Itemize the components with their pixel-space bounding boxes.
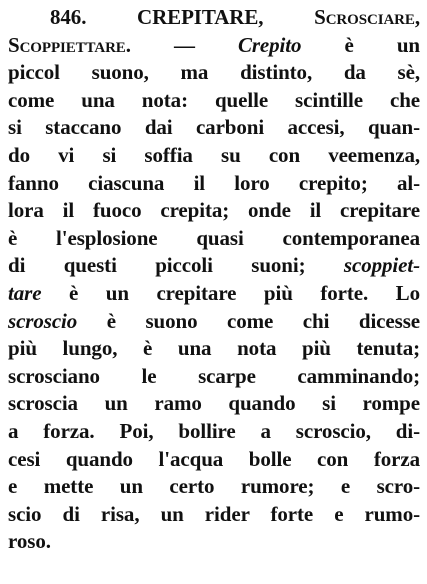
text-run: ,: [258, 5, 315, 29]
text-run: più lungo, è una nota più tenuta;: [8, 336, 420, 361]
defined-term: tare: [8, 280, 42, 305]
defined-term: scroscio: [8, 308, 78, 333]
text-line: [8, 528, 420, 556]
defined-term: Crepito: [237, 32, 302, 57]
text-line: [8, 446, 420, 474]
text-run: scrosciano le scarpe camminando;: [8, 363, 420, 388]
text-run: e mette un certo rumore; e scro-: [8, 474, 420, 499]
text-run: scio di risa, un rider forte e rumo-: [8, 501, 420, 526]
text-line: [8, 501, 420, 529]
text-run: di questi piccoli suoni;: [8, 253, 344, 278]
text-run: a forza. Poi, bollire a scroscio, di-: [8, 418, 420, 443]
synonym-entry-846: [8, 4, 420, 556]
entry-number: 846.: [50, 5, 138, 29]
text-run: è l'esplosione quasi contemporanea: [8, 225, 420, 250]
entry-headword: CREPITARE: [137, 5, 259, 29]
text-line: [8, 4, 420, 32]
text-run: . —: [125, 32, 238, 57]
text-run: come una nota: quelle scintille che: [8, 87, 420, 112]
text-line: [8, 252, 420, 280]
text-run: si staccano dai carboni accesi, quan-: [8, 115, 420, 140]
text-run: scroscia un ramo quando si rompe: [8, 391, 420, 416]
text-line: [8, 87, 420, 115]
synonym-term: Scrosciare: [314, 5, 415, 29]
text-run: piccol suono, ma distinto, da sè,: [8, 60, 420, 85]
defined-term: scoppiet-: [343, 253, 420, 278]
text-run: lora il fuoco crepita; onde il crepitare: [8, 198, 420, 223]
text-run: è suono come chi dicesse: [77, 308, 420, 333]
text-run: do vi si soffia su con veemenza,: [8, 142, 420, 167]
text-line: [8, 280, 420, 308]
text-run: è un: [301, 32, 420, 57]
text-line: [8, 170, 420, 198]
text-run: fanno ciascuna il loro crepito; al-: [8, 170, 420, 195]
text-line: [8, 197, 420, 225]
text-run: cesi quando l'acqua bolle con forza: [8, 446, 420, 471]
text-run: roso.: [8, 529, 51, 554]
text-run: è un crepitare più forte. Lo: [41, 280, 420, 305]
synonym-term: Scoppiettare: [8, 32, 126, 57]
text-line: [8, 363, 420, 391]
text-line: [8, 308, 420, 336]
text-line: [8, 335, 420, 363]
text-line: [8, 225, 420, 253]
text-line: [8, 59, 420, 87]
text-line: [8, 114, 420, 142]
text-line: [8, 473, 420, 501]
text-line: [8, 32, 420, 60]
text-line: [8, 142, 420, 170]
text-run: ,: [414, 5, 420, 29]
text-line: [8, 390, 420, 418]
text-line: [8, 418, 420, 446]
